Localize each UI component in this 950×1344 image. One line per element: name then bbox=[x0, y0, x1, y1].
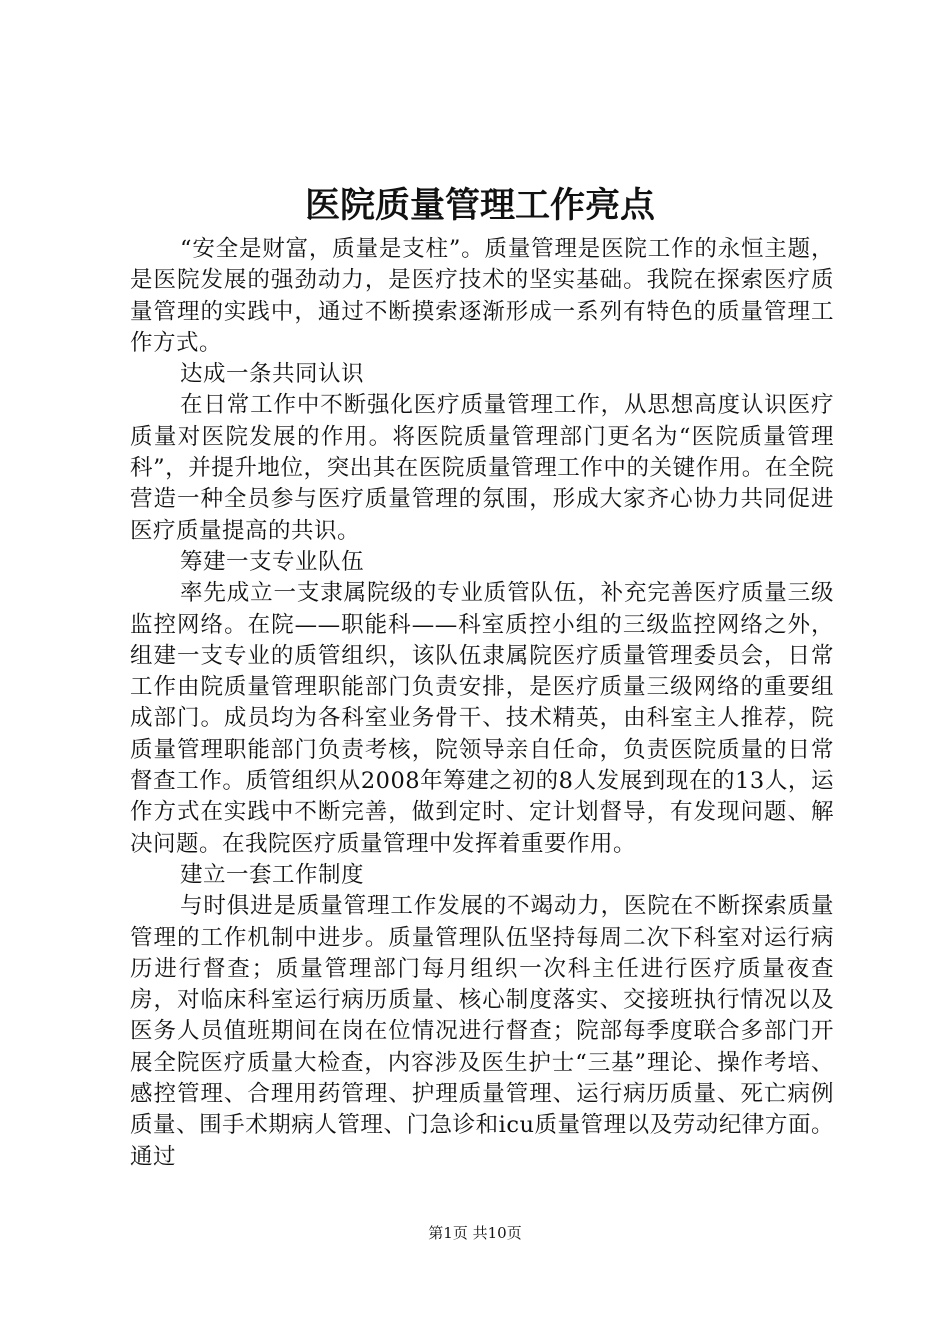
section-heading-team: 筹建一支专业队伍 bbox=[180, 548, 365, 575]
consensus-paragraph: 在日常工作中不断强化医疗质量管理工作，从思想高度认识医疗质量对医院发展的作用。将医院质量管理部门更名为“医院质量管理科”，并提升地位，突出其在医院质量管理工作中的关键作用。在全院营造一种全员参与医疗质量管理的氛围，形成大家齐心协力共同促进医疗质量提高的共识。 bbox=[130, 392, 834, 544]
document-title: 医院质量管理工作亮点 bbox=[304, 185, 655, 226]
page-number-footer: 第1页 共10页 bbox=[428, 1224, 522, 1242]
team-paragraph: 率先成立一支隶属院级的专业质管队伍，补充完善医疗质量三级监控网络。在院——职能科——科室质控小组的三级监控网络之外，组建一支专业的质管组织，该队伍隶属院医疗质量管理委员会，日常工作由院质量管理职能部门负责安排，是医疗质量三级网络的重要组成部门。成员均为各科室业务骨干、技术精英，由科室主人推荐，院质量管理职能部门负责考核，院领导亲自任命，负责医院质量的日常督查工作。质管组织从2008年筹建之初的8人发展到现在的13人，运作方式在实践中不断完善，做到定时、定计划督导，有发现问题、解决问题。在我院医疗质量管理中发挥着重要作用。 bbox=[130, 580, 834, 857]
section-heading-system: 建立一套工作制度 bbox=[180, 861, 365, 888]
document-body bbox=[130, 234, 834, 1173]
intro-paragraph: “安全是财富，质量是支柱”。质量管理是医院工作的永恒主题，是医院发展的强劲动力，是医疗技术的坚实基础。我院在探索医疗质量管理的实践中，通过不断摸索逐渐形成一系列有特色的质量管理工作方式。 bbox=[130, 236, 834, 356]
system-paragraph: 与时俱进是质量管理工作发展的不竭动力，医院在不断探索质量管理的工作机制中进步。质量管理队伍坚持每周二次下科室对运行病历进行督查；质量管理部门每月组织一次科主任进行医疗质量夜查房，对临床科室运行病历质量、核心制度落实、交接班执行情况以及医务人员值班期间在岗在位情况进行督查；院部每季度联合多部门开展全院医疗质量大检查，内容涉及医生护士“三基”理论、操作考培、感控管理、合理用药管理、护理质量管理、运行病历质量、死亡病例质量、围手术期病人管理、门急诊和icu质量管理以及劳动纪律方面。通过 bbox=[130, 893, 834, 1170]
section-heading-consensus: 达成一条共同认识 bbox=[180, 361, 365, 388]
